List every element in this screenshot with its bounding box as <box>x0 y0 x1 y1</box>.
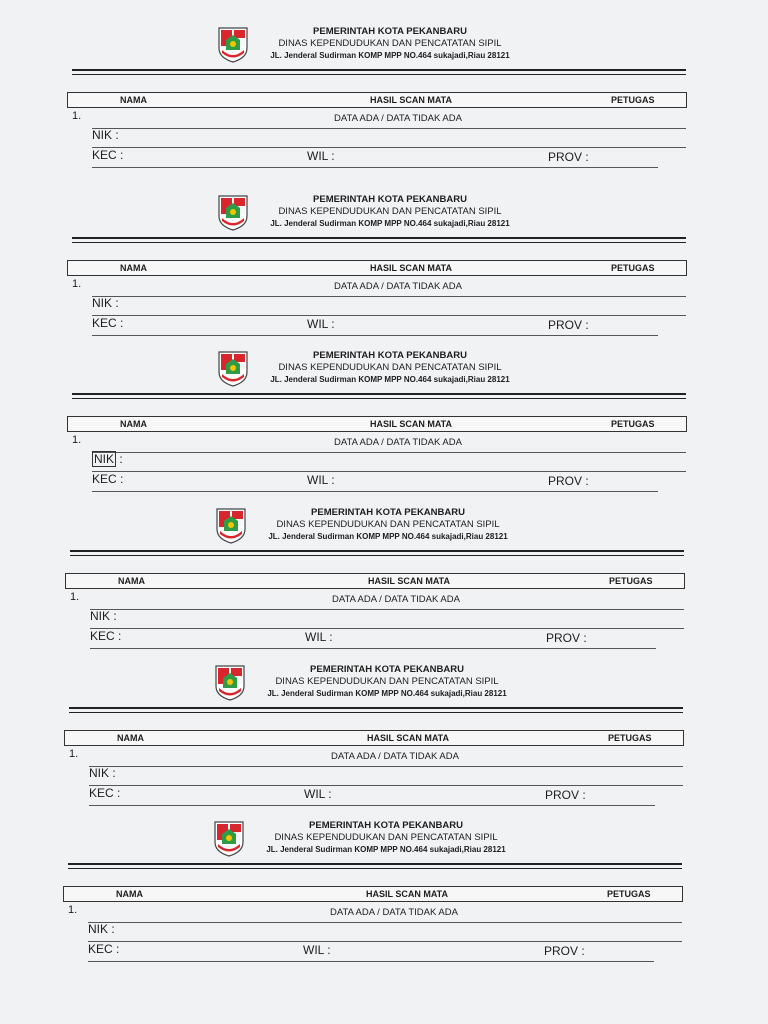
scan-result-options: DATA ADA / DATA TIDAK ADA <box>334 281 462 292</box>
prov-field-label: PROV : <box>548 474 589 488</box>
row-number: 1. <box>72 278 82 290</box>
prov-field-label: PROV : <box>545 788 586 802</box>
prov-field-label: PROV : <box>546 631 587 645</box>
org-name: PEMERINTAH KOTA PEKANBARU <box>311 507 465 518</box>
dept-name: DINAS KEPENDUDUKAN DAN PENCATATAN SIPIL <box>278 362 502 373</box>
nik-field-label: NIK : <box>92 128 119 142</box>
wil-field-label: WIL : <box>307 317 335 331</box>
column-nama: NAMA <box>118 576 145 586</box>
row-line <box>89 766 683 767</box>
letterhead-rule-thick <box>69 707 683 709</box>
nik-line <box>92 315 686 316</box>
wil-field-label: WIL : <box>303 943 331 957</box>
org-name: PEMERINTAH KOTA PEKANBARU <box>310 664 464 675</box>
column-petugas: PETUGAS <box>609 576 653 586</box>
nik-line <box>88 941 682 942</box>
wil-field-label: WIL : <box>305 630 333 644</box>
letterhead <box>236 820 536 855</box>
nik-label-selection: NIK <box>94 452 115 466</box>
address: JL. Jenderal Sudirman KOMP MPP NO.464 sukajadi,Riau 28121 <box>268 532 508 541</box>
row-line <box>92 452 686 453</box>
prov-field-label: PROV : <box>548 318 589 332</box>
letterhead-rule-thick <box>68 863 682 865</box>
column-petugas: PETUGAS <box>611 95 655 105</box>
column-nama: NAMA <box>120 95 147 105</box>
wil-field-label: WIL : <box>304 787 332 801</box>
dept-name: DINAS KEPENDUDUKAN DAN PENCATATAN SIPIL <box>276 519 500 530</box>
column-header-row <box>63 886 683 902</box>
kec-line <box>92 335 658 336</box>
letterhead-rule-thin <box>69 712 683 713</box>
column-petugas: PETUGAS <box>608 733 652 743</box>
column-hasil-scan-mata: HASIL SCAN MATA <box>370 419 452 429</box>
org-name: PEMERINTAH KOTA PEKANBARU <box>313 194 467 205</box>
nik-label-colon: : <box>116 452 123 466</box>
row-number: 1. <box>72 110 82 122</box>
letterhead-rule-thin <box>72 242 686 243</box>
column-header-row <box>67 260 687 276</box>
form-slip <box>0 346 768 508</box>
nik-line <box>92 147 686 148</box>
letterhead <box>238 507 538 542</box>
letterhead-rule-thin <box>70 555 684 556</box>
address: JL. Jenderal Sudirman KOMP MPP NO.464 sukajadi,Riau 28121 <box>266 845 506 854</box>
row-line <box>92 128 686 129</box>
row-line <box>90 609 684 610</box>
form-slip <box>0 816 768 978</box>
row-number: 1. <box>68 904 78 916</box>
column-hasil-scan-mata: HASIL SCAN MATA <box>368 576 450 586</box>
row-number: 1. <box>69 748 79 760</box>
letterhead <box>237 664 537 699</box>
address: JL. Jenderal Sudirman KOMP MPP NO.464 sukajadi,Riau 28121 <box>270 219 510 228</box>
nik-line <box>92 471 686 472</box>
kec-line <box>92 491 658 492</box>
column-header-row <box>67 92 687 108</box>
form-slip <box>0 503 768 665</box>
letterhead <box>240 194 540 229</box>
row-line <box>92 296 686 297</box>
address: JL. Jenderal Sudirman KOMP MPP NO.464 sukajadi,Riau 28121 <box>267 689 507 698</box>
column-hasil-scan-mata: HASIL SCAN MATA <box>367 733 449 743</box>
column-petugas: PETUGAS <box>611 263 655 273</box>
form-slip <box>0 660 768 822</box>
dept-name: DINAS KEPENDUDUKAN DAN PENCATATAN SIPIL <box>274 832 498 843</box>
letterhead-rule-thin <box>72 74 686 75</box>
wil-field-label: WIL : <box>307 473 335 487</box>
scan-result-options: DATA ADA / DATA TIDAK ADA <box>334 437 462 448</box>
nik-field-label: NIK : <box>92 296 119 310</box>
nik-line <box>89 785 683 786</box>
column-nama: NAMA <box>120 263 147 273</box>
kec-line <box>90 648 656 649</box>
column-petugas: PETUGAS <box>607 889 651 899</box>
kec-line <box>92 167 658 168</box>
nik-field-label <box>92 452 123 466</box>
address: JL. Jenderal Sudirman KOMP MPP NO.464 sukajadi,Riau 28121 <box>270 375 510 384</box>
letterhead <box>240 350 540 385</box>
row-number: 1. <box>70 591 80 603</box>
kec-field-label: KEC : <box>92 148 124 162</box>
letterhead-rule-thick <box>72 237 686 239</box>
nik-field-label: NIK : <box>89 766 116 780</box>
address: JL. Jenderal Sudirman KOMP MPP NO.464 sukajadi,Riau 28121 <box>270 51 510 60</box>
column-header-row <box>64 730 684 746</box>
kec-line <box>89 805 655 806</box>
dept-name: DINAS KEPENDUDUKAN DAN PENCATATAN SIPIL <box>278 38 502 49</box>
column-header-row <box>67 416 687 432</box>
form-slip <box>0 22 768 184</box>
org-name: PEMERINTAH KOTA PEKANBARU <box>313 26 467 37</box>
scan-result-options: DATA ADA / DATA TIDAK ADA <box>330 907 458 918</box>
column-petugas: PETUGAS <box>611 419 655 429</box>
kec-field-label: KEC : <box>90 629 122 643</box>
dept-name: DINAS KEPENDUDUKAN DAN PENCATATAN SIPIL <box>275 676 499 687</box>
scan-result-options: DATA ADA / DATA TIDAK ADA <box>331 751 459 762</box>
column-nama: NAMA <box>120 419 147 429</box>
column-hasil-scan-mata: HASIL SCAN MATA <box>366 889 448 899</box>
prov-field-label: PROV : <box>548 150 589 164</box>
kec-field-label: KEC : <box>89 786 121 800</box>
kec-field-label: KEC : <box>92 316 124 330</box>
letterhead-rule-thick <box>70 550 684 552</box>
org-name: PEMERINTAH KOTA PEKANBARU <box>313 350 467 361</box>
row-line <box>88 922 682 923</box>
column-header-row <box>65 573 685 589</box>
kec-field-label: KEC : <box>88 942 120 956</box>
kec-line <box>88 961 654 962</box>
column-hasil-scan-mata: HASIL SCAN MATA <box>370 95 452 105</box>
letterhead-rule-thick <box>72 393 686 395</box>
row-number: 1. <box>72 434 82 446</box>
nik-line <box>90 628 684 629</box>
form-slip <box>0 190 768 352</box>
nik-field-label: NIK : <box>88 922 115 936</box>
scan-result-options: DATA ADA / DATA TIDAK ADA <box>334 113 462 124</box>
column-nama: NAMA <box>116 889 143 899</box>
letterhead-rule-thick <box>72 69 686 71</box>
letterhead <box>240 26 540 61</box>
scan-result-options: DATA ADA / DATA TIDAK ADA <box>332 594 460 605</box>
column-nama: NAMA <box>117 733 144 743</box>
org-name: PEMERINTAH KOTA PEKANBARU <box>309 820 463 831</box>
kec-field-label: KEC : <box>92 472 124 486</box>
prov-field-label: PROV : <box>544 944 585 958</box>
wil-field-label: WIL : <box>307 149 335 163</box>
letterhead-rule-thin <box>68 868 682 869</box>
dept-name: DINAS KEPENDUDUKAN DAN PENCATATAN SIPIL <box>278 206 502 217</box>
column-hasil-scan-mata: HASIL SCAN MATA <box>370 263 452 273</box>
letterhead-rule-thin <box>72 398 686 399</box>
nik-field-label: NIK : <box>90 609 117 623</box>
